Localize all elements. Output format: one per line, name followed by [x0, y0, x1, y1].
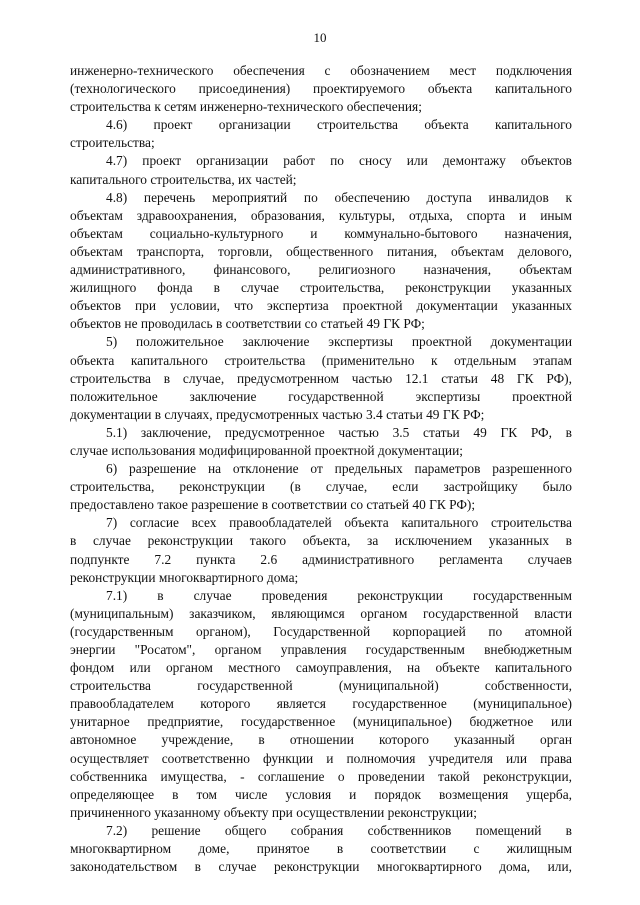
text-line: 6) разрешение на отклонение от предельных параметров разрешенного: [106, 461, 572, 477]
text-line: объекта капитального строительства (применительно к отдельным этапам: [70, 352, 572, 368]
text-line: капитального строительства, их частей;: [70, 171, 297, 187]
text-line: инженерно-технического обеспечения с обозначением мест подключения: [70, 63, 572, 78]
text-line: многоквартирном доме, принятое в соответствии с жилищным: [70, 841, 572, 857]
text-line: 5.1) заключение, предусмотренное частью 3.5 статьи 49 ГК РФ, в: [106, 424, 572, 440]
text-line: законодательством в случае реконструкции многоквартирного дома, или,: [70, 859, 572, 875]
page-number: 10: [313, 30, 327, 45]
text-line: энергии "Росатом", органом управления государственным внебюджетным: [70, 642, 572, 657]
text-line: жилищного фонда в случае строительства, реконструкции указанных: [70, 280, 572, 296]
text-line: 5) положительное заключение экспертизы проектной документации: [106, 334, 572, 350]
text-line: строительства государственной (муниципальной) собственности,: [70, 678, 572, 694]
text-line: 7.2) решение общего собрания собственников помещений в: [106, 822, 572, 838]
text-line: 4.6) проект организации строительства объекта капитального: [106, 117, 572, 133]
text-line: объектов при условии, что экспертиза проектной документации указанных: [70, 298, 572, 314]
text-line: случае использования модифицированной проектной документации;: [70, 442, 463, 458]
text-line: подпункте 7.2 пункта 2.6 административного регламента случаев: [70, 551, 572, 567]
text-line: причиненного указанному объекту при осуществлении реконструкции;: [70, 804, 477, 820]
text-line: объектам здравоохранения, образования, культуры, отдыха, спорта и иным: [70, 207, 572, 223]
text-line: строительства в случае, предусмотренном частью 12.1 статьи 48 ГК РФ),: [70, 370, 572, 386]
text-line: определяющее в том числе условия и порядок возмещения ущерба,: [70, 786, 572, 802]
text-line: унитарное предприятие, государственное (муниципальное) бюджетное или: [70, 714, 572, 730]
text-line: 7.1) в случае проведения реконструкции государственным: [106, 587, 572, 603]
text-line: (муниципальным) заказчиком, являющимся органом государственной власти: [70, 605, 572, 621]
text-line: предоставлено такое разрешение в соответствии со статьей 40 ГК РФ);: [70, 497, 476, 513]
text-line: 4.8) перечень мероприятий по обеспечению доступа инвалидов к: [106, 189, 572, 205]
text-line: строительства к сетям инженерно-технического обеспечения;: [70, 99, 422, 115]
text-line: (государственным органом), Государственной корпорацией по атомной: [70, 623, 572, 639]
text-line: собственника имущества, - соглашение о проведении такой реконструкции,: [70, 768, 572, 784]
text-line: фондом или органом местного самоуправления, на объекте капитального: [70, 660, 572, 676]
text-line: (технологического присоединения) проектируемого объекта капитального: [70, 81, 572, 97]
text-line: строительства;: [70, 135, 155, 151]
text-line: осуществляет соответственно функции и полномочия учредителя или права: [70, 750, 572, 766]
text-line: строительства, реконструкции (в случае, если застройщику было: [70, 479, 572, 495]
text-line: административного, финансового, религиозного назначения, объектам: [70, 262, 572, 278]
text-line: автономное учреждение, в отношении которого указанный орган: [70, 732, 572, 748]
text-line: правообладателем которого является государственное (муниципальное): [70, 696, 572, 712]
text-line: в случае реконструкции такого объекта, за исключением указанных в: [70, 533, 572, 549]
document-body: [70, 62, 572, 876]
text-line: реконструкции многоквартирного дома;: [70, 569, 299, 585]
text-line: положительное заключение государственной экспертизы проектной: [70, 388, 572, 404]
text-line: объектам транспорта, торговли, общественного питания, объектам делового,: [70, 243, 572, 259]
text-line: объектов не проводилась в соответствии со статьей 49 ГК РФ;: [70, 316, 425, 332]
text-line: 7) согласие всех правообладателей объекта капитального строительства: [106, 515, 572, 531]
text-line: документации в случаях, предусмотренных частью 3.4 статьи 49 ГК РФ;: [70, 406, 485, 422]
text-line: 4.7) проект организации работ по сносу или демонтажу объектов: [106, 153, 572, 169]
text-line: объектам социально-культурного и коммунально-бытового назначения,: [70, 225, 572, 241]
